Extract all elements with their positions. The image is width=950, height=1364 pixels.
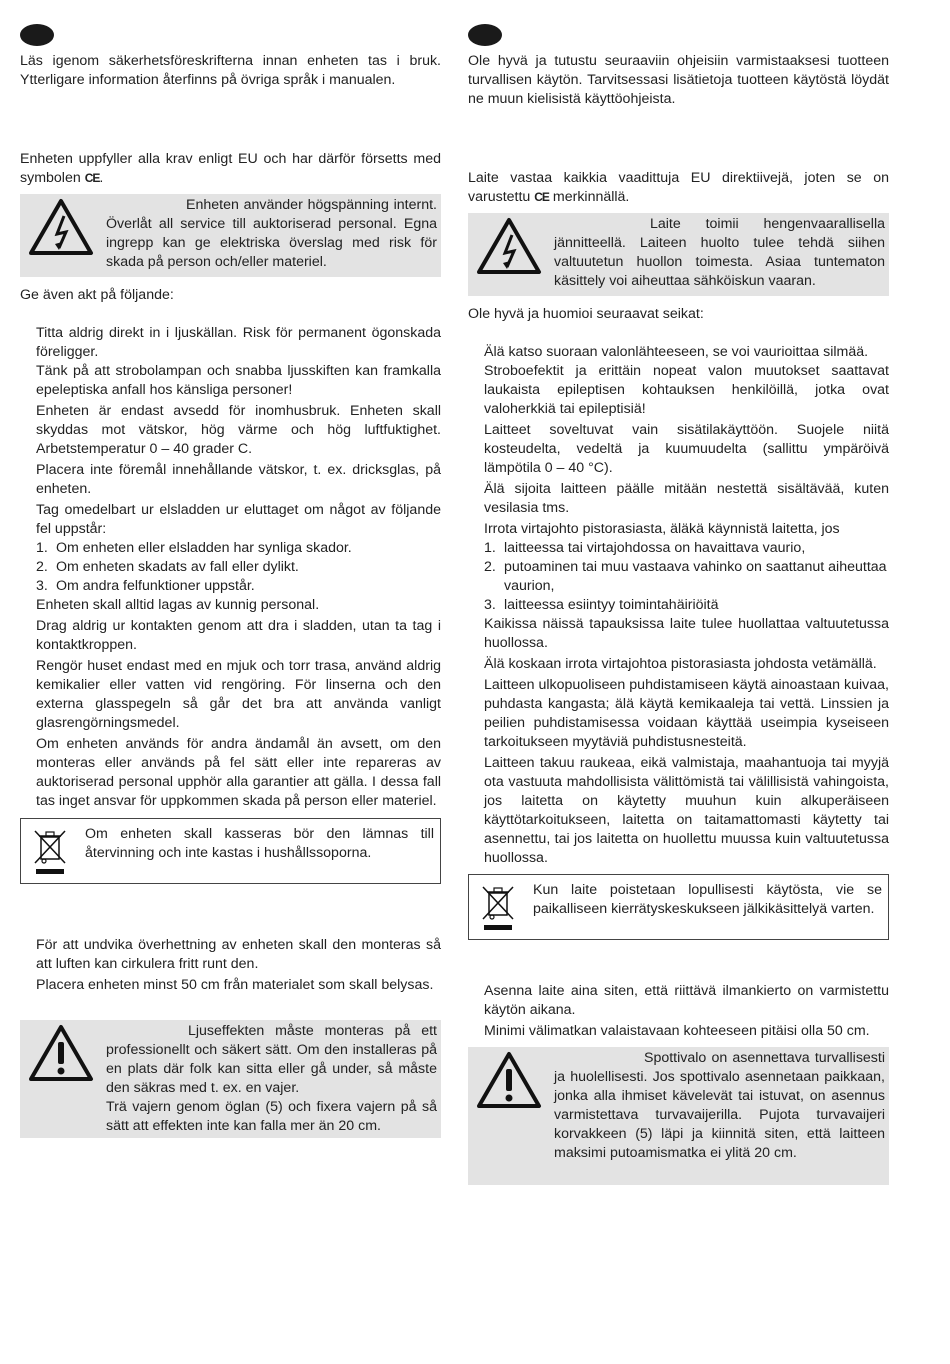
list-item: 1. Om enheten eller elsladden har synliga skador. xyxy=(36,540,352,556)
caution-warning-icon xyxy=(476,1051,542,1109)
list-item: 2. Om enheten skadats av fall eller dylikt. xyxy=(36,559,299,575)
mounting-warning-box xyxy=(20,1020,441,1138)
mounting-item: Placera enheten minst 50 cm från materialet som skall belysas. xyxy=(36,977,434,993)
safety-item: Laitteen takuu raukeaa, eikä valmistaja, maahantuoja tai myyjä ota vastuuta mahdollisista välittömistä tai välillisistä vahingoista, jos laitetta on käytetty muuhun kuin alkuperäiseen käyttötarkoitukseen, laitetta on taitamattomasti käytetty tai asennettu, tai jos laitetta on huollettu muussa kuin valtuutetussa huollossa. xyxy=(484,755,889,866)
safety-item: Drag aldrig ur kontakten genom att dra i sladden, utan ta tag i kontaktkroppen. xyxy=(36,618,441,653)
disposal-box xyxy=(468,874,889,940)
safety-item: Kaikissa näissä tapauksissa laite tulee huollattaa valtuutetussa huollossa. xyxy=(484,616,889,651)
language-badge xyxy=(20,24,54,46)
list-item: 3. laitteessa esiintyy toimintahäiriöitä xyxy=(484,597,719,613)
high-voltage-warning-box xyxy=(468,213,889,296)
high-voltage-warning-box xyxy=(20,194,441,277)
safety-item: Titta aldrig direkt in i ljuskällan. Risk för permanent ögonskada föreligger. xyxy=(36,325,441,360)
list-item: 2. putoaminen tai muu vastaava vahinko on saattanut aiheuttaa vaurion, xyxy=(484,559,887,594)
observe-heading: Ole hyvä ja huomioi seuraavat seikat: xyxy=(468,306,704,322)
disposal-text: Om enheten skall kasseras bör den lämnas till återvinning och inte kastas i hushållssoporna. xyxy=(85,826,434,861)
safety-item: Placera inte föremål innehållande vätskor, t. ex. dricksglas, på enheten. xyxy=(36,462,441,497)
safety-item: Irrota virtajohto pistorasiasta, äläkä käynnistä laitetta, jos xyxy=(484,521,840,537)
ce-statement: Enheten uppfyller alla krav enligt EU och har därför försetts med symbolen CE. xyxy=(20,151,441,186)
column-finnish xyxy=(468,24,889,1185)
mounting-warning-text: Ljuseffekten måste monteras på ett professionellt och säkert sätt. Om den installeras på en plats där folk kan sitta eller gå under, så måste den säkras med t. ex. en vajer. xyxy=(106,1023,437,1096)
caution-warning-icon xyxy=(28,1024,94,1082)
safety-list xyxy=(20,324,441,811)
mounting-warning-text: Spottivalo on asennettava turvallisesti ja huolellisesti. Jos spottivalo asennetaan paikkaan, jonka alla ihmiset kävelevät tai istuvat, on asennus varmistettava turvavaijerilla. Pujota turvavaijeri korvakkeen (5) läpi ja kiinnitä siten, että laitteen maksimi putoamismatka ei ylitä 20 cm. xyxy=(554,1050,885,1161)
disposal-box xyxy=(20,818,441,884)
safety-item: Tänk på att strobolampan och snabba ljusskiften kan framkalla epeleptiska anfall hos känsliga personer! xyxy=(36,363,441,398)
safety-item: Laitteet soveltuvat vain sisätilakäyttöön. Suojele niitä kosteudelta, vedeltä ja kuumuudelta (sallittu ympäröivä lämpötila 0 – 40 °C). xyxy=(484,422,889,476)
intro-text: Ole hyvä ja tutustu seuraaviin ohjeisiin varmistaaksesi tuotteen turvallisen käytön. Tarvitsessasi lisätietoja tuotteen käytöstä löydät ne muun kielisistä käyttöohjeista. xyxy=(468,53,889,107)
disposal-text: Kun laite poistetaan lopullisesti käytösta, vie se paikalliseen kierrätyskeskukseen jälkikäsittelyä varten. xyxy=(533,882,882,917)
safety-list xyxy=(468,343,889,868)
safety-item: Enheten skall alltid lagas av kunnig personal. xyxy=(36,597,320,613)
safety-item: Enheten är endast avsedd för inomhusbruk. Enheten skall skyddas mot vätskor, hög värme och hög luftfuktighet. Arbetstemperatur 0 – 40 grader C. xyxy=(36,403,441,457)
safety-item: Stroboefektit ja erittäin nopeat valon muutokset saattavat laukaista epileptisen kohtauksen henkilöillä, jotka ovat valoherkkiä tai epileptisiä! xyxy=(484,363,889,417)
high-voltage-warning-icon xyxy=(28,198,94,256)
ce-mark: CE xyxy=(84,171,100,185)
safety-item: Älä katso suoraan valonlähteeseen, se voi vaurioittaa silmää. xyxy=(484,344,869,360)
mounting-warning-box xyxy=(468,1047,889,1185)
safety-item: Laitteen ulkopuoliseen puhdistamiseen käytä ainoastaan kuivaa, puhdasta kangasta; älä käytä kemikaaleja tai vettä. Linssien ja peilien puhdistamisessa voidaan käyttää useimpia kyseiseen tarkoitukseen myytäviä puhdistusnesteitä. xyxy=(484,677,889,750)
mounting-item: Asenna laite aina siten, että riittävä ilmankierto on varmistettu käytön aikana. xyxy=(484,983,889,1018)
mounting-list xyxy=(20,936,441,995)
high-voltage-warning-text: Laite toimii hengenvaarallisella jännitteellä. Laiteen huolto tulee tehdä siihen valtuutetun huollon toimesta. Asiaa tuntematon käsittely voi aiheuttaa sähköiskun vaaran. xyxy=(554,216,885,289)
observe-heading: Ge även akt på följande: xyxy=(20,287,174,303)
safety-item: Älä sijoita laitteen päälle mitään nestettä sisältävää, kuten vesilasia tms. xyxy=(484,481,889,516)
mounting-item: För att undvika överhettning av enheten skall den monteras så att luften kan cirkulera fritt runt den. xyxy=(36,937,441,972)
column-swedish xyxy=(20,24,441,1138)
crossed-bin-icon xyxy=(479,883,517,931)
high-voltage-warning-icon xyxy=(476,217,542,275)
crossed-bin-icon xyxy=(31,827,69,875)
list-item: 1. laitteessa tai virtajohdossa on havaittava vaurio, xyxy=(484,540,806,556)
high-voltage-warning-text: Enheten använder högspänning internt. Överlåt all service till auktoriserad personal. Egna ingrepp kan ge elektriska överslag med risk för skada på person och/eller materiel. xyxy=(106,197,437,270)
safety-item: Om enheten används för andra ändamål än avsett, om den monteras eller används på fel sätt eller inte repareras av auktoriserad personal upphör alla garantier att gälla. I dessa fall tas inget ansvar för uppkommen skada på person eller materiel. xyxy=(36,736,441,809)
ce-mark: CE xyxy=(534,190,549,204)
ce-statement: Laite vastaa kaikkia vaadittuja EU direktiivejä, joten se on varustettu CE merkinnällä. xyxy=(468,170,889,205)
intro-text: Läs igenom säkerhetsföreskrifterna innan enheten tas i bruk. Ytterligare information återfinns på övriga språk i manualen. xyxy=(20,53,441,88)
mounting-list xyxy=(468,982,889,1041)
safety-item: Rengör huset endast med en mjuk och torr trasa, använd aldrig kemikalier eller vatten vid rengöring. För linserna och den externa glasspegeln så går det bra att använda vanligt glasrengörningsmedel. xyxy=(36,658,441,731)
list-item: 3. Om andra felfunktioner uppstår. xyxy=(36,578,255,594)
mounting-warning-text-2: Trä vajern genom öglan (5) och fixera vajern på så sätt att effekten inte kan falla mer än 20 cm. xyxy=(106,1099,437,1134)
safety-item: Älä koskaan irrota virtajohtoa pistorasiasta johdosta vetämällä. xyxy=(484,656,877,672)
safety-item: Tag omedelbart ur elsladden ur eluttaget om något av följande fel uppstår: xyxy=(36,502,441,537)
language-badge xyxy=(468,24,502,46)
mounting-item: Minimi välimatkan valaistavaan kohteeseen pitäisi olla 50 cm. xyxy=(484,1023,870,1039)
